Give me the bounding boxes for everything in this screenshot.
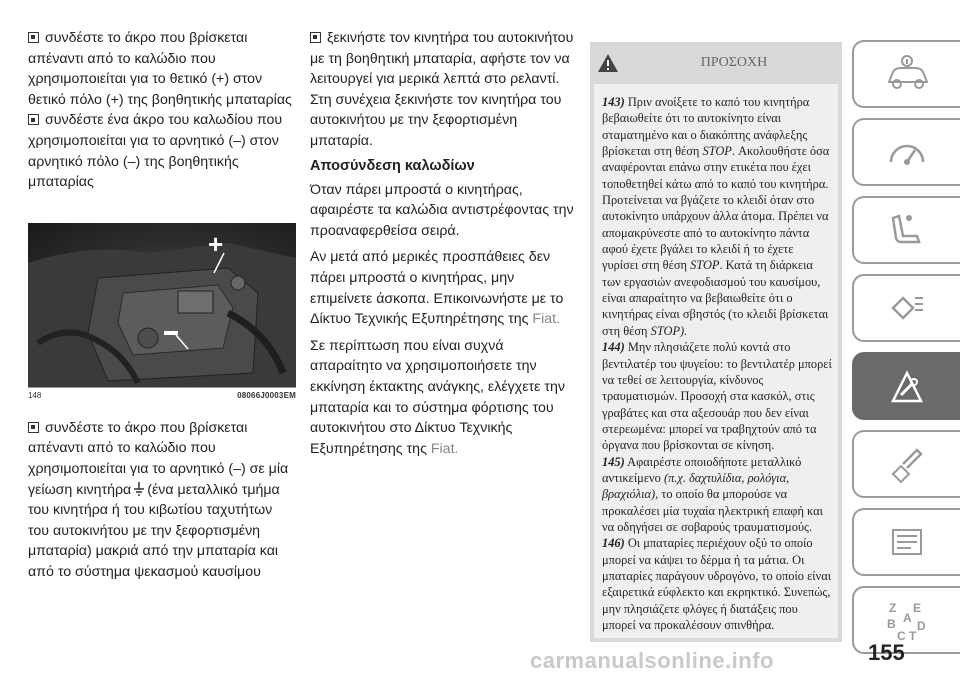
section-heading: Αποσύνδεση καλωδίων [310,157,475,174]
chapter-tabs [852,40,960,664]
figure-caption: 148 08066J0003EM [28,390,296,400]
warning-box [590,42,842,642]
tab-seat[interactable] [852,196,960,264]
tab-specs[interactable] [852,508,960,576]
breakdown-icon [883,365,931,407]
tab-light-warning[interactable] [852,274,960,342]
warning-item: 144) Μην πλησιάζετε πολύ κοντά στο βεντιλατέρ του ψυγείου: το βεντιλατέρ μπορεί να τεθεί σε λειτουργία, κίνδυνος τραυματισμών. Προσοχή στα κασκόλ, στις γραβάτες και στα αξεσουάρ που δεν είναι στερεωμένα: μπορεί να τραβηχτούν από τα όργανα που βρίσκονται σε κίνηση. [602,340,832,453]
svg-text:B: B [887,617,896,631]
warning-item: 146) Οι μπαταρίες περιέχουν οξύ το οποίο μπορεί να κάψει το δέρμα ή τα μάτια. Οι μπαταρίες παράγουν υδρογόνο, το οποίο είναι εξαιρετικά εύφλεκτο και εκρηκτικό. Συνεπώς, μην πλησιάζετε φλόγες ή διατάξεις που μπορεί να προκαλέσουν σπινθήρα. [602,536,832,632]
car-info-icon [885,54,929,94]
engine-photo-illustration [28,223,296,388]
bullet-icon [28,32,39,43]
paragraph: Αν μετά από μερικές προσπάθειες δεν πάρει μπροστά ο κινητήρας, μην επιμείνετε άσκοπα. Επικοινωνήστε με το Δίκτυο Τεχνικής Εξυπηρέτησης της Fiat. [310,249,564,328]
specs-icon [885,522,929,562]
warning-item: 145) Αφαιρέστε οποιοδήποτε μεταλλικό αντικείμενο (π.χ. δαχτυλίδια, ρολόγια, βραχιόλια), το οποίο θα μπορούσε να προκαλέσει μία τυχαία ηλεκτρική επαφή και να οδηγήσει σε σοβαρούς τραυματισμούς. [602,454,823,534]
svg-text:A: A [903,611,912,625]
svg-text:C: C [897,629,906,642]
page-number: 155 [868,640,905,665]
paragraph: Όταν πάρει μπροστά ο κινητήρας, αφαιρέστε τα καλώδια αντιστρέφοντας την προαναφερθείσα σειρά. [310,181,574,239]
svg-text:Z: Z [889,601,897,615]
svg-text:D: D [917,619,926,633]
tab-maintenance[interactable] [852,430,960,498]
bullet-item: συνδέστε ένα άκρο του καλωδίου που χρησιμοποιείται για το αρνητικό (–) στον αρνητικό πόλο (–) της βοηθητικής μπαταρίας [28,112,283,191]
svg-text:T: T [909,629,917,642]
index-icon [883,598,931,642]
dashboard-icon [885,132,929,172]
svg-text:E: E [913,601,922,615]
ground-symbol-icon [133,482,145,496]
bullet-icon [310,32,321,43]
bullet-item: συνδέστε το άκρο που βρίσκεται απέναντι από το καλώδιο που χρησιμοποιείται για το θετικό (+) στον θετικό πόλο (+) της βοηθητικής μπαταρίας [28,30,292,108]
tab-breakdown[interactable] [852,352,960,420]
bullet-icon [28,114,39,125]
warning-triangle-icon [590,42,626,84]
seat-icon [885,210,929,250]
warning-item: 143) Πριν ανοίξετε το καπό του κινητήρα βεβαιωθείτε ότι το αυτοκίνητο είναι σταματημένο και ο διακόπτης ανάφλεξης βρίσκεται στη θέση STOP. Ακολουθήστε όσα αναφέρονται επάνω στην ετικέτα που έχει τοποθετηθεί κάτω από το καπό του κινητήρα. Προτείνεται να βγάζετε το κλειδί όταν στο αυτοκίνητο υπάρχουν άλλα άτομα. Πρέπει να απομακρύνεστε από το αυτοκίνητο πάντα αφού έχετε βγάλει το κλειδί ή το έχετε γυρίσει στη θέση STOP. Κατά τη διάρκεια των εργασιών ανεφοδιασμού του καυσίμου, είναι απαραίτητο να βεβαιωθείτε ότι ο κινητήρας είναι σβηστός (το κλειδί βρίσκεται στη θέση STOP). [602,95,830,338]
tab-car-info[interactable] [852,40,960,108]
light-warning-icon [885,288,929,328]
svg-text:+: + [208,228,224,259]
tab-dashboard[interactable] [852,118,960,186]
column-1 [28,28,296,583]
bullet-item: ξεκινήστε τον κινητήρα του αυτοκινήτου με τη βοηθητική μπαταρία, αφήστε τον να λειτουργεί για μερικά λεπτά στο ρελαντί. Στη συνέχεια ξεκινήστε τον κινητήρα του αυτοκινήτου με την ξεφορτισμένη μπαταρία. [310,30,574,149]
bullet-icon [28,422,39,433]
warning-body [594,84,838,638]
watermark: carmanualsonline.info [530,648,774,673]
column-2 [310,28,575,465]
warning-header [590,42,842,84]
warning-title: ΠΡΟΣΟΧΗ [700,55,768,70]
engine-battery-figure [28,223,296,388]
bullet-item: συνδέστε το άκρο που βρίσκεται απέναντι από το καλώδιο που χρησιμοποιείται για το αρνητικό (–) σε μία γείωση κινητήρα (ένα μεταλλικό τμήμα του κινητήρα ή του κιβωτίου ταχυτήτων του αυτοκινήτου με την ξεφορτισμένη μπαταρία) μακριά από την μπαταρία και από το σύστημα ψεκασμού καυσίμου [28,419,289,580]
paragraph: Σε περίπτωση που είναι συχνά απαραίτητο να χρησιμοποιήσετε την εκκίνηση έκτακτης ανάγκης, ελέγχετε την μπαταρία και το σύστημα φόρτισης του αυτοκινήτου στο Δίκτυο Τεχνικής Εξυπηρέτησης της Fiat. [310,337,565,457]
maintenance-icon [885,444,929,484]
